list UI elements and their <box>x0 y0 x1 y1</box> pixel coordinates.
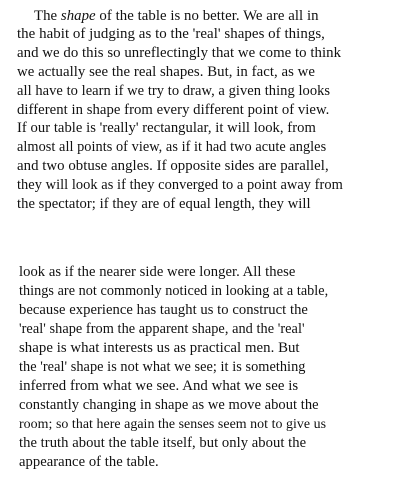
text-line: the truth about the table itself, but only about the <box>19 435 307 451</box>
text-line: because experience has taught us to construct the <box>19 302 308 318</box>
text-line: all have to learn if we try to draw, a given thing looks <box>17 83 331 99</box>
text-line: 'real' shape from the apparent shape, and the 'real' <box>19 321 305 337</box>
text-line: shape is what interests us as practical men. But <box>19 340 300 356</box>
text-span: of the table is no better. We are all in <box>95 8 319 24</box>
text-line: inferred from what we see. And what we see is <box>19 378 299 394</box>
text-line: they will look as if they converged to a point away from <box>17 177 343 193</box>
text-line: constantly changing in shape as we move about the <box>19 397 319 413</box>
text-line: appearance of the table. <box>19 454 159 470</box>
text-line: the 'real' shape is not what we see; it is something <box>19 359 306 375</box>
text-line: and we do this so unreflectingly that we come to think <box>17 45 342 61</box>
text-line: things are not commonly noticed in looking at a table, <box>19 283 329 299</box>
text-line: we actually see the real shapes. But, in fact, as we <box>17 64 316 80</box>
italic-word: shape <box>60 8 96 24</box>
text-span: The <box>34 8 61 24</box>
text-line: and two obtuse angles. If opposite sides are parallel, <box>17 158 329 174</box>
text-line: room; so that here again the senses seem not to give us <box>19 417 327 432</box>
text-line: the habit of judging as to the 'real' shapes of things, <box>17 26 325 42</box>
text-line: look as if the nearer side were longer. All these <box>19 264 296 280</box>
text-line: different in shape from every different point of view. <box>17 102 330 118</box>
text-line <box>34 8 319 25</box>
text-line: almost all points of view, as if it had two acute angles <box>17 139 327 155</box>
text-line: the spectator; if they are of equal length, they will <box>17 196 311 212</box>
text-line: If our table is 'really' rectangular, it will look, from <box>17 120 316 136</box>
